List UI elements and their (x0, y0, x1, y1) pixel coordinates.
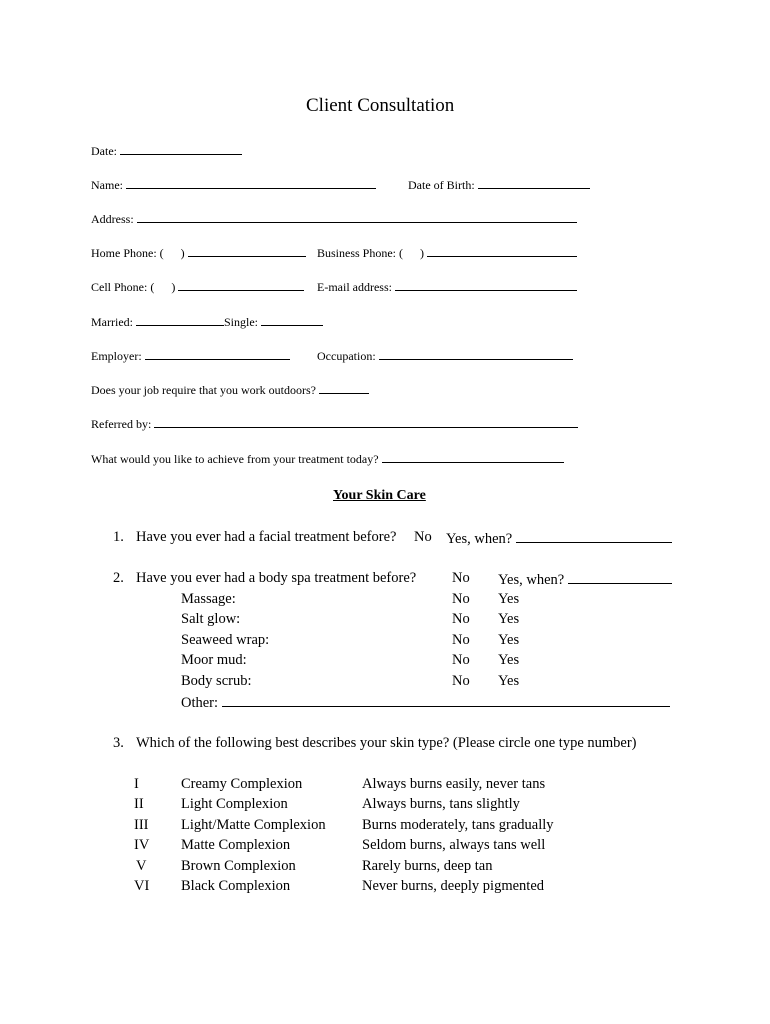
home-phone-paren: ) (180, 246, 185, 260)
q2-yes-option[interactable]: Yes, when? (498, 572, 565, 588)
other-blank[interactable] (222, 694, 670, 707)
business-phone-paren: ) (420, 246, 425, 260)
email-blank[interactable] (395, 280, 577, 291)
skin-type-complexion: Matte Complexion (181, 837, 291, 853)
employer-blank[interactable] (145, 349, 290, 360)
skin-type-numeral[interactable]: V (136, 858, 147, 874)
name-label: Name: (91, 178, 123, 192)
q1-question: Have you ever had a facial treatment before? (136, 529, 397, 545)
name-blank[interactable] (126, 178, 376, 189)
skin-type-numeral[interactable]: IV (134, 837, 150, 853)
skin-type-description: Rarely burns, deep tan (362, 858, 493, 874)
home-phone-blank[interactable] (188, 246, 306, 257)
name-field-row (91, 178, 376, 191)
cell-phone-row (91, 280, 304, 293)
skin-type-numeral[interactable]: VI (134, 878, 150, 894)
address-field-row (91, 212, 577, 225)
address-blank[interactable] (137, 212, 577, 223)
treatment-yes-option[interactable]: Yes (498, 632, 520, 648)
q1-yes-row (446, 530, 672, 547)
skin-type-description: Always burns, tans slightly (362, 796, 520, 812)
married-blank[interactable] (136, 315, 224, 326)
date-label: Date: (91, 144, 117, 158)
email-row (317, 280, 577, 293)
q2-no-option[interactable]: No (452, 570, 470, 586)
dob-label: Date of Birth: (408, 178, 475, 192)
date-field-row (91, 144, 242, 157)
cell-phone-blank[interactable] (178, 280, 304, 291)
single-label: Single: (223, 315, 258, 329)
treatment-no-option[interactable]: No (452, 673, 470, 689)
q1-number: 1. (113, 529, 124, 545)
q2-number: 2. (113, 570, 124, 586)
achieve-row (91, 452, 564, 465)
cell-phone-paren: ) (171, 280, 176, 294)
q3-question: Which of the following best describes your skin type? (Please circle one type number) (136, 735, 637, 751)
business-phone-row (317, 246, 577, 259)
outdoors-row (91, 383, 369, 396)
skin-type-description: Burns moderately, tans gradually (362, 817, 554, 833)
treatment-yes-option[interactable]: Yes (498, 652, 520, 668)
single-blank[interactable] (261, 315, 323, 326)
treatment-label: Seaweed wrap: (181, 632, 270, 648)
other-treatment-row (181, 694, 670, 711)
treatment-label: Body scrub: (181, 673, 252, 689)
achieve-blank[interactable] (382, 452, 564, 463)
occupation-label: Occupation: (317, 349, 376, 363)
referred-row (91, 417, 578, 430)
treatment-yes-option[interactable]: Yes (498, 673, 520, 689)
married-label: Married: (91, 315, 133, 329)
skin-type-complexion: Creamy Complexion (181, 776, 303, 792)
dob-blank[interactable] (478, 178, 590, 189)
treatment-label: Salt glow: (181, 611, 241, 627)
treatment-yes-option[interactable]: Yes (498, 591, 520, 607)
skin-type-description: Always burns easily, never tans (362, 776, 546, 792)
treatment-no-option[interactable]: No (452, 632, 470, 648)
treatment-label: Moor mud: (181, 652, 247, 668)
home-phone-row (91, 246, 306, 259)
skin-type-numeral[interactable]: I (134, 776, 139, 792)
skin-type-description: Never burns, deeply pigmented (362, 878, 545, 894)
skin-type-description: Seldom burns, always tans well (362, 837, 546, 853)
skin-type-numeral[interactable]: III (134, 817, 149, 833)
other-label: Other: (181, 695, 219, 711)
q1-no-option[interactable]: No (414, 529, 432, 545)
page-title: Client Consultation (306, 95, 455, 116)
skin-type-complexion: Light/Matte Complexion (181, 817, 326, 833)
q1-yes-option[interactable]: Yes, when? (446, 531, 513, 547)
skin-type-numeral[interactable]: II (134, 796, 144, 812)
email-label: E-mail address: (317, 280, 392, 294)
business-phone-label: Business Phone: ( (317, 246, 404, 260)
referred-label: Referred by: (91, 417, 152, 431)
treatment-no-option[interactable]: No (452, 652, 470, 668)
date-blank[interactable] (120, 144, 242, 155)
treatment-yes-option[interactable]: Yes (498, 611, 520, 627)
treatment-no-option[interactable]: No (452, 591, 470, 607)
skin-type-complexion: Light Complexion (181, 796, 288, 812)
occupation-blank[interactable] (379, 349, 573, 360)
dob-field-row (408, 178, 590, 191)
marital-status-row (91, 315, 323, 328)
cell-phone-label: Cell Phone: ( (91, 280, 155, 294)
q3-number: 3. (113, 735, 124, 751)
section-heading-skin-care: Your Skin Care (333, 488, 426, 503)
q2-yes-row (498, 571, 672, 588)
business-phone-blank[interactable] (427, 246, 577, 257)
treatment-no-option[interactable]: No (452, 611, 470, 627)
q1-when-blank[interactable] (516, 530, 672, 543)
q2-question: Have you ever had a body spa treatment before? (136, 570, 417, 586)
outdoors-label: Does your job require that you work outdoors? (91, 383, 316, 397)
employer-label: Employer: (91, 349, 142, 363)
skin-type-complexion: Brown Complexion (181, 858, 296, 874)
treatment-label: Massage: (181, 591, 236, 607)
referred-blank[interactable] (154, 417, 578, 428)
employer-row (91, 349, 290, 362)
home-phone-label: Home Phone: ( (91, 246, 164, 260)
outdoors-blank[interactable] (319, 383, 369, 394)
q2-when-blank[interactable] (568, 571, 672, 584)
occupation-row (317, 349, 573, 362)
achieve-label: What would you like to achieve from your treatment today? (91, 452, 379, 466)
skin-type-complexion: Black Complexion (181, 878, 291, 894)
address-label: Address: (91, 212, 134, 226)
